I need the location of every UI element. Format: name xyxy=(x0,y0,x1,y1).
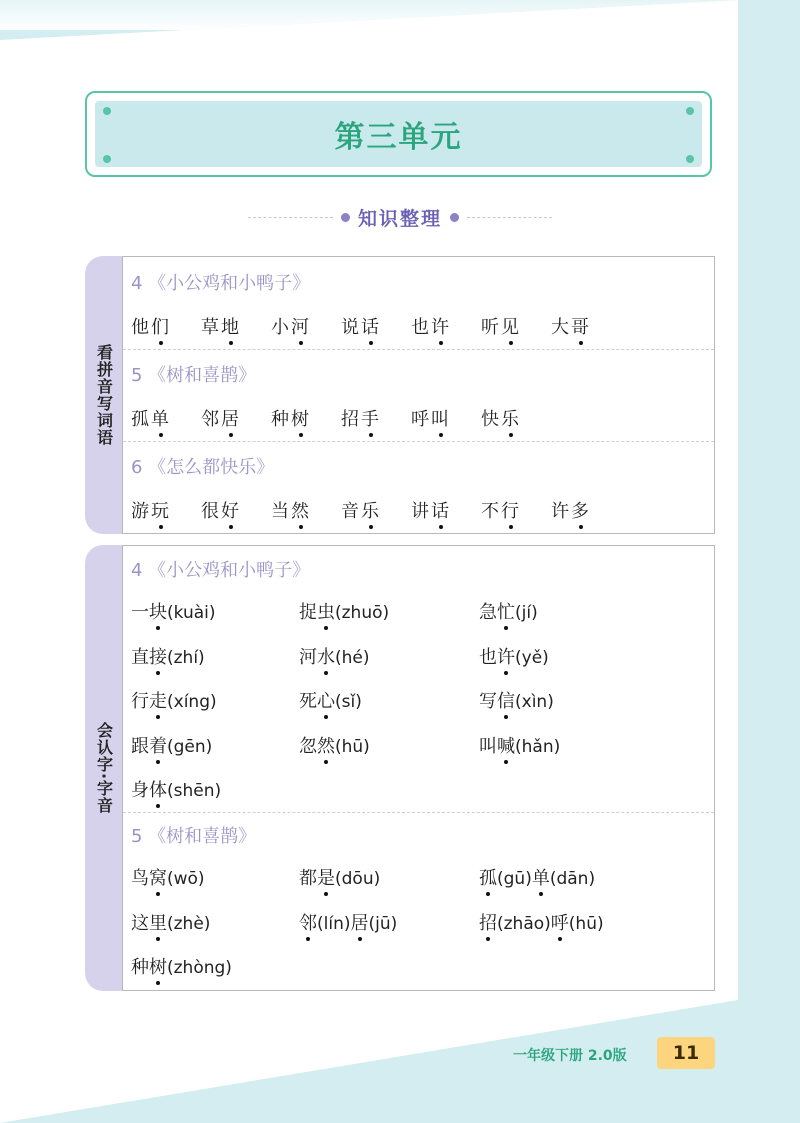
lesson-heading: 5 《树和喜鹊》 xyxy=(131,826,257,847)
dashed-separator xyxy=(123,441,714,442)
card-tab xyxy=(85,545,123,991)
reading-item: 写信(xìn) xyxy=(479,691,554,712)
card-body xyxy=(122,545,715,991)
lesson-heading: 5 《树和喜鹊》 xyxy=(131,365,257,386)
section-title: 知识整理 xyxy=(357,207,442,230)
vocab-word: 种树 xyxy=(271,409,311,430)
reading-item: 跟着(gēn) xyxy=(131,735,213,757)
vocab-word: 听见 xyxy=(481,317,521,338)
vocab-word: 大哥 xyxy=(551,317,591,338)
lesson-heading: 4 《小公鸡和小鸭子》 xyxy=(131,273,311,294)
character-reading-card xyxy=(85,545,715,991)
unit-title: 第三单元 xyxy=(334,120,463,155)
vocab-word: 孤单 xyxy=(131,409,171,430)
reading-item: 招(zhāo)呼(hū) xyxy=(479,912,604,934)
vocab-word: 音乐 xyxy=(341,501,381,522)
reading-item: 一块(kuài) xyxy=(131,602,216,623)
section-header xyxy=(0,202,800,232)
vocab-word: 游玩 xyxy=(131,501,171,522)
bullet-icon xyxy=(450,213,459,222)
word-row xyxy=(131,497,714,523)
reading-item: 忽然(hū) xyxy=(299,735,370,757)
page-number: 11 xyxy=(657,1037,715,1069)
vocab-word: 许多 xyxy=(551,501,591,522)
reading-item: 河水(hé) xyxy=(299,646,370,668)
reading-item: 直接(zhí) xyxy=(131,646,205,668)
reading-item: 孤(gū)单(dān) xyxy=(479,868,596,889)
reading-item: 这里(zhè) xyxy=(131,912,211,934)
vocab-word: 很好 xyxy=(201,501,241,522)
vocab-word: 招手 xyxy=(341,409,381,430)
vocab-word: 草地 xyxy=(201,317,241,338)
unit-title-band xyxy=(95,101,702,167)
vocab-word: 当然 xyxy=(271,501,311,522)
reading-item: 急忙(jí) xyxy=(479,602,538,623)
vocab-word: 小河 xyxy=(271,317,311,338)
pinyin-to-words-card xyxy=(85,256,715,534)
card-tab-label: 会认字·字音 xyxy=(94,721,114,815)
reading-item: 也许(yě) xyxy=(479,646,549,668)
reading-item: 身体(shēn) xyxy=(131,780,222,801)
divider xyxy=(467,217,552,218)
word-row xyxy=(131,405,714,431)
reading-item: 捉虫(zhuō) xyxy=(299,602,390,623)
card-body xyxy=(122,256,715,534)
card-tab-label: 看拼音写词语 xyxy=(94,344,114,446)
vocab-word: 他们 xyxy=(131,317,171,338)
lesson-heading: 4 《小公鸡和小鸭子》 xyxy=(131,560,311,581)
vocab-word: 不行 xyxy=(481,501,521,522)
reading-item: 都是(dōu) xyxy=(299,868,381,889)
divider xyxy=(248,217,333,218)
corner-dot xyxy=(686,155,694,163)
reading-item: 种树(zhòng) xyxy=(131,957,232,978)
vocab-word: 讲话 xyxy=(411,501,451,522)
dashed-separator xyxy=(123,812,714,813)
corner-dot xyxy=(103,155,111,163)
reading-item: 死心(sǐ) xyxy=(299,691,362,712)
vocab-word: 邻居 xyxy=(201,409,241,430)
reading-item: 行走(xíng) xyxy=(131,691,217,712)
dashed-separator xyxy=(123,349,714,350)
card-tab xyxy=(85,256,123,534)
grade-label: 一年级下册 2.0版 xyxy=(513,1048,627,1064)
vocab-word: 也许 xyxy=(411,317,451,338)
reading-item: 叫喊(hǎn) xyxy=(479,735,561,757)
bullet-icon xyxy=(341,213,350,222)
vocab-word: 呼叫 xyxy=(411,409,451,430)
corner-dot xyxy=(686,107,694,115)
reading-item: 鸟窝(wō) xyxy=(131,868,205,889)
lesson-heading: 6 《怎么都快乐》 xyxy=(131,457,275,478)
vocab-word: 快乐 xyxy=(481,409,521,430)
unit-title-frame xyxy=(85,91,712,177)
corner-dot xyxy=(103,107,111,115)
page-right-margin xyxy=(738,0,800,1123)
reading-item: 邻(lín)居(jū) xyxy=(299,912,398,934)
word-row xyxy=(131,313,714,339)
vocab-word: 说话 xyxy=(341,317,381,338)
